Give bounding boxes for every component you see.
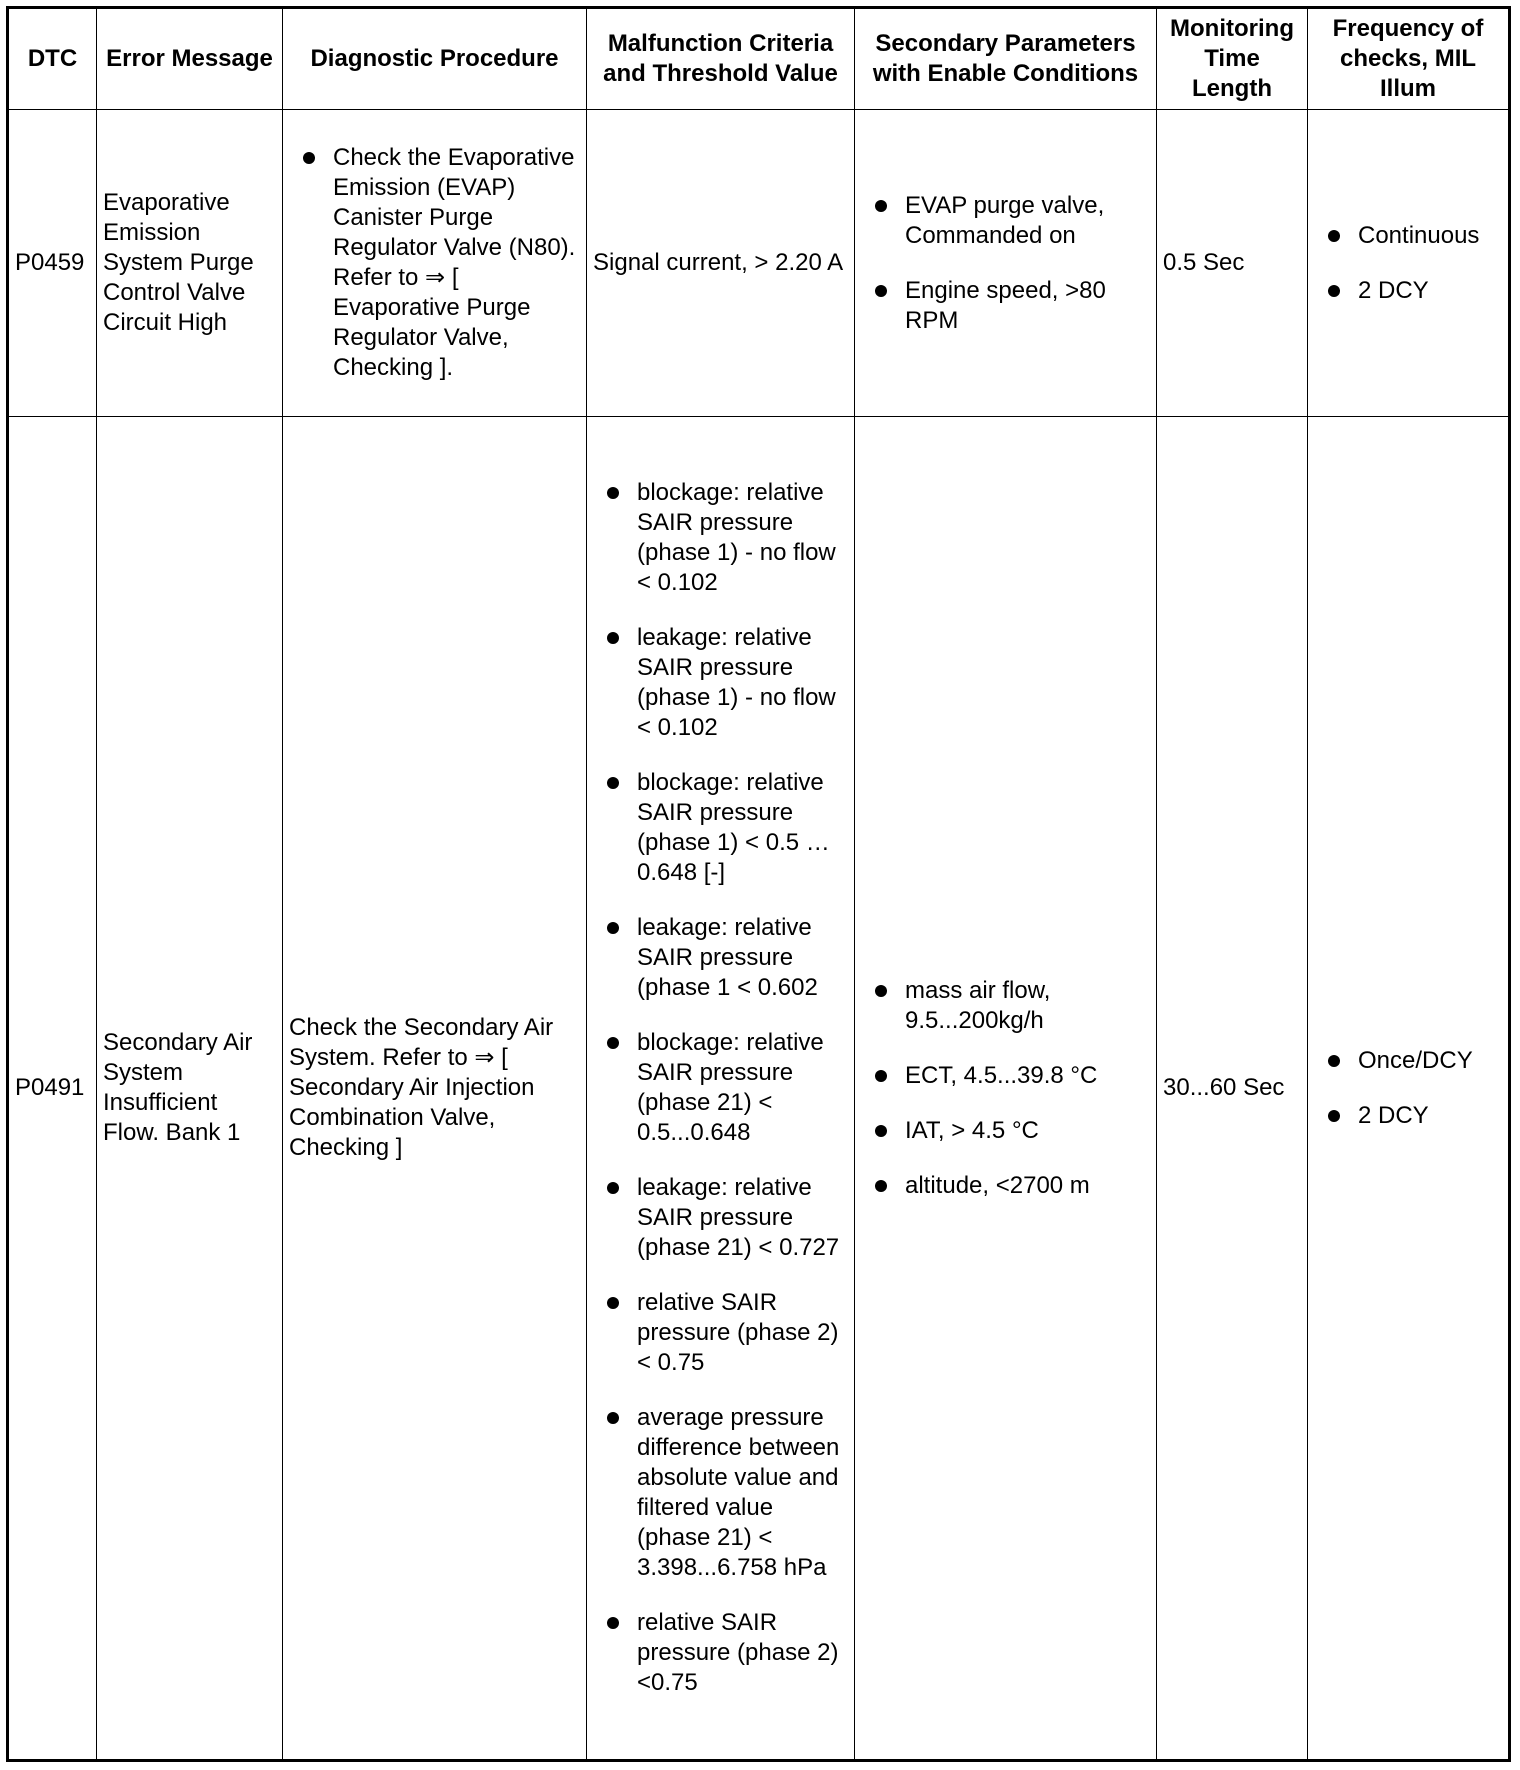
bullet-item: leakage: relative SAIR pressure (phase 1 < 0.602: [593, 913, 848, 1003]
cell-secondary-parameters: [855, 110, 1157, 417]
diagnostic-procedure-list: [289, 143, 580, 383]
bullet-item: Once/DCY: [1314, 1046, 1502, 1076]
bullet-item: ECT, 4.5...39.8 °C: [861, 1061, 1150, 1091]
table-row: [8, 417, 1510, 1761]
cell-error-message: Evaporative Emission System Purge Control Valve Circuit High: [97, 110, 283, 417]
bullet-item: relative SAIR pressure (phase 2) < 0.75: [593, 1288, 848, 1378]
table-body: [8, 110, 1510, 1761]
header-row: [8, 8, 1510, 110]
cell-secondary-parameters: [855, 417, 1157, 1761]
bullet-item: 2 DCY: [1314, 1101, 1502, 1131]
secondary-parameters-list: [861, 976, 1150, 1201]
cell-frequency: [1308, 417, 1510, 1761]
cell-diagnostic-procedure: Check the Secondary Air System. Refer to ⇒ [ Secondary Air Injection Combination Valve, Checking ]: [283, 417, 587, 1761]
bullet-item: blockage: relative SAIR pressure (phase 21) < 0.5...0.648: [593, 1028, 848, 1148]
cell-malfunction-criteria: Signal current, > 2.20 A: [587, 110, 855, 417]
bullet-item: Check the Evaporative Emission (EVAP) Canister Purge Regulator Valve (N80). Refer to ⇒ [ Evaporative Purge Regulator Valve, Checking ].: [289, 143, 580, 383]
bullet-item: relative SAIR pressure (phase 2) <0.75: [593, 1608, 848, 1698]
dtc-table: [6, 6, 1511, 1762]
header-dtc: DTC: [8, 8, 97, 110]
cell-malfunction-criteria: [587, 417, 855, 1761]
table-header: [8, 8, 1510, 110]
malfunction-criteria-list: [593, 478, 848, 1698]
bullet-item: 2 DCY: [1314, 276, 1502, 306]
frequency-list: [1314, 221, 1502, 306]
cell-frequency: [1308, 110, 1510, 417]
bullet-item: Engine speed, >80 RPM: [861, 276, 1150, 336]
bullet-item: leakage: relative SAIR pressure (phase 21) < 0.727: [593, 1173, 848, 1263]
bullet-item: average pressure difference between absolute value and filtered value (phase 21) < 3.398...6.758 hPa: [593, 1403, 848, 1583]
header-error-message: Error Message: [97, 8, 283, 110]
bullet-item: Continuous: [1314, 221, 1502, 251]
header-monitoring-time: Monitoring Time Length: [1157, 8, 1308, 110]
bullet-item: IAT, > 4.5 °C: [861, 1116, 1150, 1146]
secondary-parameters-list: [861, 191, 1150, 336]
cell-monitoring-time: 0.5 Sec: [1157, 110, 1308, 417]
table-row: [8, 110, 1510, 417]
bullet-item: mass air flow, 9.5...200kg/h: [861, 976, 1150, 1036]
bullet-item: blockage: relative SAIR pressure (phase 1) < 0.5 … 0.648 [-]: [593, 768, 848, 888]
header-frequency: Frequency of checks, MIL Illum: [1308, 8, 1510, 110]
header-diagnostic-procedure: Diagnostic Procedure: [283, 8, 587, 110]
bullet-item: altitude, <2700 m: [861, 1171, 1150, 1201]
cell-monitoring-time: 30...60 Sec: [1157, 417, 1308, 1761]
cell-dtc: P0459: [8, 110, 97, 417]
frequency-list: [1314, 1046, 1502, 1131]
cell-error-message: Secondary Air System Insufficient Flow. Bank 1: [97, 417, 283, 1761]
bullet-item: leakage: relative SAIR pressure (phase 1) - no flow < 0.102: [593, 623, 848, 743]
bullet-item: EVAP purge valve, Commanded on: [861, 191, 1150, 251]
header-malfunction-criteria: Malfunction Criteria and Threshold Value: [587, 8, 855, 110]
header-secondary-parameters: Secondary Parameters with Enable Conditions: [855, 8, 1157, 110]
bullet-item: blockage: relative SAIR pressure (phase 1) - no flow < 0.102: [593, 478, 848, 598]
cell-dtc: P0491: [8, 417, 97, 1761]
cell-diagnostic-procedure: [283, 110, 587, 417]
